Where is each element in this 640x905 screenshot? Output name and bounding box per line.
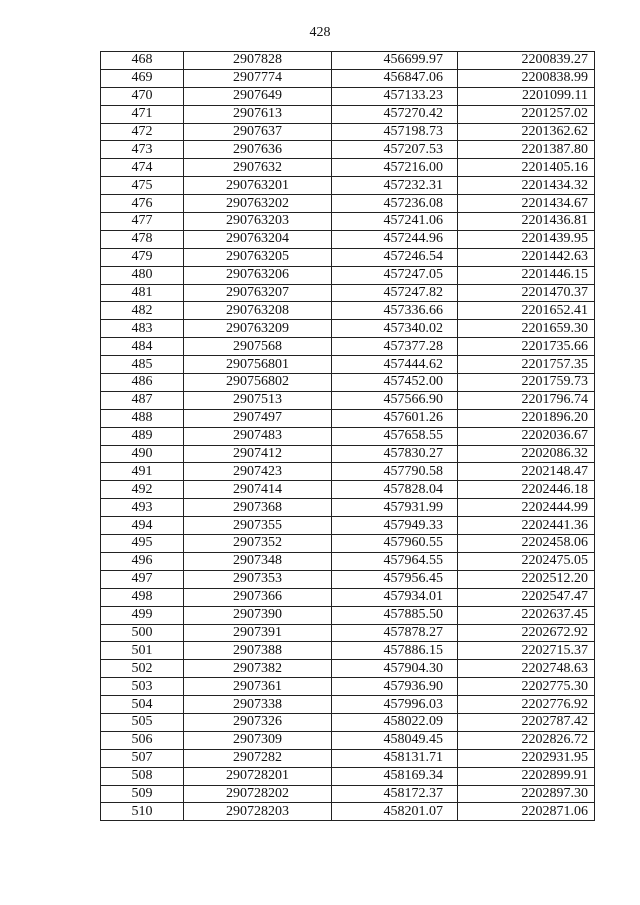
table-row — [101, 588, 595, 606]
point-id-cell: 290728202 — [184, 785, 332, 803]
x-coordinate-cell: 458022.09 — [332, 713, 458, 731]
point-id-cell: 290756801 — [184, 356, 332, 374]
x-coordinate-cell: 456699.97 — [332, 52, 458, 70]
table-row — [101, 678, 595, 696]
table-row — [101, 248, 595, 266]
point-id-cell: 2907637 — [184, 123, 332, 141]
point-id-cell: 2907390 — [184, 606, 332, 624]
point-id-cell: 2907412 — [184, 445, 332, 463]
point-id-cell: 290763207 — [184, 284, 332, 302]
x-coordinate-cell: 457247.05 — [332, 266, 458, 284]
y-coordinate-cell: 2202897.30 — [458, 785, 595, 803]
point-id-cell: 2907368 — [184, 499, 332, 517]
x-coordinate-cell: 458131.71 — [332, 749, 458, 767]
x-coordinate-cell: 457247.82 — [332, 284, 458, 302]
y-coordinate-cell: 2202148.47 — [458, 463, 595, 481]
point-id-cell: 2907483 — [184, 427, 332, 445]
point-number-cell: 478 — [101, 230, 184, 248]
x-coordinate-cell: 457133.23 — [332, 87, 458, 105]
table-row — [101, 731, 595, 749]
x-coordinate-cell: 457931.99 — [332, 499, 458, 517]
point-number-cell: 491 — [101, 463, 184, 481]
x-coordinate-cell: 458201.07 — [332, 803, 458, 821]
point-number-cell: 494 — [101, 517, 184, 535]
table-row — [101, 535, 595, 553]
y-coordinate-cell: 2200839.27 — [458, 52, 595, 70]
y-coordinate-cell: 2202787.42 — [458, 713, 595, 731]
y-coordinate-cell: 2202036.67 — [458, 427, 595, 445]
point-id-cell: 2907613 — [184, 105, 332, 123]
x-coordinate-cell: 457236.08 — [332, 195, 458, 213]
table-row — [101, 87, 595, 105]
y-coordinate-cell: 2202547.47 — [458, 588, 595, 606]
point-number-cell: 501 — [101, 642, 184, 660]
y-coordinate-cell: 2201652.41 — [458, 302, 595, 320]
point-number-cell: 480 — [101, 266, 184, 284]
y-coordinate-cell: 2202637.45 — [458, 606, 595, 624]
point-number-cell: 495 — [101, 535, 184, 553]
point-number-cell: 476 — [101, 195, 184, 213]
point-id-cell: 2907497 — [184, 409, 332, 427]
point-number-cell: 482 — [101, 302, 184, 320]
table-row — [101, 284, 595, 302]
y-coordinate-cell: 2202086.32 — [458, 445, 595, 463]
point-id-cell: 290763203 — [184, 213, 332, 231]
y-coordinate-cell: 2201436.81 — [458, 213, 595, 231]
y-coordinate-cell: 2201439.95 — [458, 230, 595, 248]
point-number-cell: 485 — [101, 356, 184, 374]
x-coordinate-cell: 457246.54 — [332, 248, 458, 266]
x-coordinate-cell: 457828.04 — [332, 481, 458, 499]
point-number-cell: 487 — [101, 391, 184, 409]
table-row — [101, 409, 595, 427]
x-coordinate-cell: 457270.42 — [332, 105, 458, 123]
table-row — [101, 374, 595, 392]
table-row — [101, 213, 595, 231]
point-id-cell: 2907309 — [184, 731, 332, 749]
point-number-cell: 500 — [101, 624, 184, 642]
x-coordinate-cell: 457996.03 — [332, 696, 458, 714]
y-coordinate-cell: 2201257.02 — [458, 105, 595, 123]
point-number-cell: 496 — [101, 552, 184, 570]
point-id-cell: 290763208 — [184, 302, 332, 320]
table-row — [101, 445, 595, 463]
y-coordinate-cell: 2201796.74 — [458, 391, 595, 409]
x-coordinate-cell: 457936.90 — [332, 678, 458, 696]
x-coordinate-cell: 457904.30 — [332, 660, 458, 678]
x-coordinate-cell: 457198.73 — [332, 123, 458, 141]
point-id-cell: 290728201 — [184, 767, 332, 785]
point-id-cell: 2907361 — [184, 678, 332, 696]
x-coordinate-cell: 457885.50 — [332, 606, 458, 624]
x-coordinate-cell: 457566.90 — [332, 391, 458, 409]
point-id-cell: 290763205 — [184, 248, 332, 266]
table-row — [101, 713, 595, 731]
table-row — [101, 320, 595, 338]
table-row — [101, 463, 595, 481]
table-row — [101, 803, 595, 821]
point-id-cell: 2907513 — [184, 391, 332, 409]
x-coordinate-cell: 457790.58 — [332, 463, 458, 481]
y-coordinate-cell: 2202446.18 — [458, 481, 595, 499]
point-id-cell: 290763202 — [184, 195, 332, 213]
point-id-cell: 2907282 — [184, 749, 332, 767]
point-id-cell: 2907632 — [184, 159, 332, 177]
point-number-cell: 502 — [101, 660, 184, 678]
point-id-cell: 2907388 — [184, 642, 332, 660]
y-coordinate-cell: 2202748.63 — [458, 660, 595, 678]
y-coordinate-cell: 2201387.80 — [458, 141, 595, 159]
point-number-cell: 510 — [101, 803, 184, 821]
point-number-cell: 468 — [101, 52, 184, 70]
table-row — [101, 570, 595, 588]
y-coordinate-cell: 2200838.99 — [458, 69, 595, 87]
point-id-cell: 290763209 — [184, 320, 332, 338]
table-row — [101, 356, 595, 374]
point-number-cell: 509 — [101, 785, 184, 803]
x-coordinate-cell: 458172.37 — [332, 785, 458, 803]
y-coordinate-cell: 2201896.20 — [458, 409, 595, 427]
x-coordinate-cell: 457377.28 — [332, 338, 458, 356]
point-number-cell: 499 — [101, 606, 184, 624]
point-number-cell: 469 — [101, 69, 184, 87]
point-id-cell: 290756802 — [184, 374, 332, 392]
table-row — [101, 606, 595, 624]
table-body — [101, 52, 595, 821]
y-coordinate-cell: 2202458.06 — [458, 535, 595, 553]
point-number-cell: 471 — [101, 105, 184, 123]
x-coordinate-cell: 457658.55 — [332, 427, 458, 445]
point-number-cell: 481 — [101, 284, 184, 302]
x-coordinate-cell: 457956.45 — [332, 570, 458, 588]
point-number-cell: 477 — [101, 213, 184, 231]
x-coordinate-cell: 457960.55 — [332, 535, 458, 553]
table-row — [101, 642, 595, 660]
x-coordinate-cell: 457207.53 — [332, 141, 458, 159]
table-row — [101, 177, 595, 195]
y-coordinate-cell: 2202899.91 — [458, 767, 595, 785]
x-coordinate-cell: 457232.31 — [332, 177, 458, 195]
x-coordinate-cell: 457886.15 — [332, 642, 458, 660]
table-row — [101, 123, 595, 141]
point-number-cell: 470 — [101, 87, 184, 105]
y-coordinate-cell: 2201659.30 — [458, 320, 595, 338]
point-number-cell: 483 — [101, 320, 184, 338]
y-coordinate-cell: 2202444.99 — [458, 499, 595, 517]
x-coordinate-cell: 456847.06 — [332, 69, 458, 87]
x-coordinate-cell: 457216.00 — [332, 159, 458, 177]
y-coordinate-cell: 2202441.36 — [458, 517, 595, 535]
point-id-cell: 2907828 — [184, 52, 332, 70]
table-row — [101, 749, 595, 767]
y-coordinate-cell: 2202871.06 — [458, 803, 595, 821]
y-coordinate-cell: 2201362.62 — [458, 123, 595, 141]
table-row — [101, 481, 595, 499]
point-id-cell: 2907355 — [184, 517, 332, 535]
y-coordinate-cell: 2201759.73 — [458, 374, 595, 392]
y-coordinate-cell: 2201442.63 — [458, 248, 595, 266]
table-row — [101, 427, 595, 445]
x-coordinate-cell: 457444.62 — [332, 356, 458, 374]
y-coordinate-cell: 2202826.72 — [458, 731, 595, 749]
point-id-cell: 2907649 — [184, 87, 332, 105]
point-number-cell: 475 — [101, 177, 184, 195]
table-row — [101, 159, 595, 177]
y-coordinate-cell: 2201434.67 — [458, 195, 595, 213]
point-number-cell: 472 — [101, 123, 184, 141]
table-row — [101, 391, 595, 409]
y-coordinate-cell: 2202512.20 — [458, 570, 595, 588]
x-coordinate-cell: 457949.33 — [332, 517, 458, 535]
table-row — [101, 338, 595, 356]
table-row — [101, 767, 595, 785]
point-id-cell: 2907568 — [184, 338, 332, 356]
x-coordinate-cell: 457934.01 — [332, 588, 458, 606]
point-number-cell: 508 — [101, 767, 184, 785]
table-row — [101, 552, 595, 570]
table-row — [101, 624, 595, 642]
table-row — [101, 105, 595, 123]
x-coordinate-cell: 457452.00 — [332, 374, 458, 392]
y-coordinate-cell: 2201470.37 — [458, 284, 595, 302]
table-row — [101, 660, 595, 678]
point-id-cell: 290763204 — [184, 230, 332, 248]
point-id-cell: 2907326 — [184, 713, 332, 731]
point-number-cell: 488 — [101, 409, 184, 427]
x-coordinate-cell: 457601.26 — [332, 409, 458, 427]
y-coordinate-cell: 2202715.37 — [458, 642, 595, 660]
table-row — [101, 499, 595, 517]
table-row — [101, 785, 595, 803]
point-id-cell: 2907348 — [184, 552, 332, 570]
y-coordinate-cell: 2202931.95 — [458, 749, 595, 767]
table-row — [101, 52, 595, 70]
y-coordinate-cell: 2201446.15 — [458, 266, 595, 284]
point-id-cell: 2907423 — [184, 463, 332, 481]
x-coordinate-cell: 457336.66 — [332, 302, 458, 320]
point-id-cell: 290763206 — [184, 266, 332, 284]
x-coordinate-cell: 458049.45 — [332, 731, 458, 749]
table-row — [101, 266, 595, 284]
point-number-cell: 473 — [101, 141, 184, 159]
table-row — [101, 517, 595, 535]
table-row — [101, 230, 595, 248]
point-number-cell: 489 — [101, 427, 184, 445]
point-number-cell: 479 — [101, 248, 184, 266]
point-id-cell: 290728203 — [184, 803, 332, 821]
point-number-cell: 497 — [101, 570, 184, 588]
table-row — [101, 696, 595, 714]
point-number-cell: 490 — [101, 445, 184, 463]
y-coordinate-cell: 2202672.92 — [458, 624, 595, 642]
y-coordinate-cell: 2201405.16 — [458, 159, 595, 177]
point-number-cell: 486 — [101, 374, 184, 392]
page-number: 428 — [309, 25, 331, 40]
point-number-cell: 504 — [101, 696, 184, 714]
y-coordinate-cell: 2202475.05 — [458, 552, 595, 570]
point-id-cell: 2907352 — [184, 535, 332, 553]
x-coordinate-cell: 457964.55 — [332, 552, 458, 570]
x-coordinate-cell: 457878.27 — [332, 624, 458, 642]
point-id-cell: 2907636 — [184, 141, 332, 159]
point-number-cell: 503 — [101, 678, 184, 696]
x-coordinate-cell: 457830.27 — [332, 445, 458, 463]
point-id-cell: 2907391 — [184, 624, 332, 642]
x-coordinate-cell: 458169.34 — [332, 767, 458, 785]
point-id-cell: 2907382 — [184, 660, 332, 678]
x-coordinate-cell: 457340.02 — [332, 320, 458, 338]
point-id-cell: 2907774 — [184, 69, 332, 87]
x-coordinate-cell: 457244.96 — [332, 230, 458, 248]
y-coordinate-cell: 2201434.32 — [458, 177, 595, 195]
point-id-cell: 2907366 — [184, 588, 332, 606]
y-coordinate-cell: 2201757.35 — [458, 356, 595, 374]
point-id-cell: 2907414 — [184, 481, 332, 499]
point-id-cell: 290763201 — [184, 177, 332, 195]
table-row — [101, 302, 595, 320]
point-number-cell: 506 — [101, 731, 184, 749]
table-row — [101, 195, 595, 213]
point-number-cell: 507 — [101, 749, 184, 767]
x-coordinate-cell: 457241.06 — [332, 213, 458, 231]
table-row — [101, 69, 595, 87]
point-number-cell: 492 — [101, 481, 184, 499]
table-row — [101, 141, 595, 159]
point-number-cell: 493 — [101, 499, 184, 517]
y-coordinate-cell: 2201099.11 — [458, 87, 595, 105]
point-number-cell: 474 — [101, 159, 184, 177]
y-coordinate-cell: 2201735.66 — [458, 338, 595, 356]
point-number-cell: 484 — [101, 338, 184, 356]
coordinates-table — [100, 51, 595, 821]
y-coordinate-cell: 2202776.92 — [458, 696, 595, 714]
point-number-cell: 505 — [101, 713, 184, 731]
point-number-cell: 498 — [101, 588, 184, 606]
y-coordinate-cell: 2202775.30 — [458, 678, 595, 696]
point-id-cell: 2907353 — [184, 570, 332, 588]
point-id-cell: 2907338 — [184, 696, 332, 714]
